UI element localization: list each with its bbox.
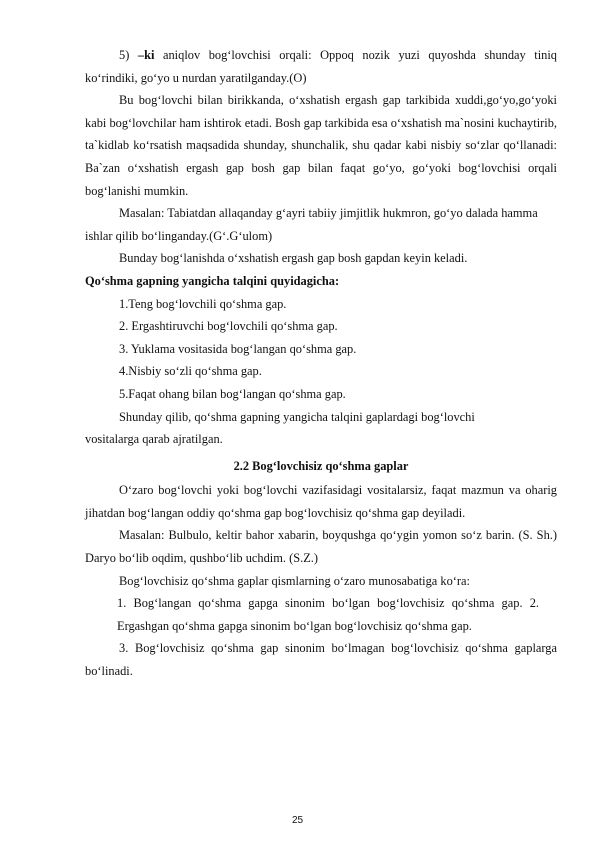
page-number: 25 [291, 815, 304, 826]
paragraph-classification: Bog‘lovchisiz qo‘shma gaplar qismlarning o‘zaro munosabatiga ko‘ra: [119, 573, 470, 588]
list-item: 2. Ergashtiruvchi bog‘lovchili qo‘shma gap. [119, 319, 338, 334]
list-item: 3. Yuklama vositasida bog‘langan qo‘shma gap. [119, 341, 357, 356]
paragraph-new-interpretation [85, 247, 557, 292]
list-item: 5.Faqat ohang bilan bog‘langan qo‘shma gap. [119, 386, 346, 401]
p4-bold-text: Qo‘shma gapning yangicha talqini quyidagicha: [85, 273, 340, 288]
types-list [85, 293, 557, 406]
paragraph-conclusion: 3. Bog‘lovchisiz qo‘shma gap sinonim bo‘lmagan bog‘lovchisiz qo‘shma gaplarga bo‘linadi. [85, 641, 557, 679]
section-heading: 2.2 Bog‘lovchisiz qo‘shma gaplar [233, 458, 409, 473]
paragraph-subtypes: 1. Bog‘langan qo‘shma gapga sinonim bo‘lgan bog‘lovchisiz qo‘shma gap. 2. Ergashgan qo‘shma gapga sinonim bo‘lgan bog‘lovchisiz qo‘shma gap. [117, 596, 539, 633]
paragraph-explanation: Bu bog‘lovchi bilan birikkanda, o‘xshatish ergash gap tarkibida xuddi,go‘yo,go‘yoki kabi bog‘lovchilar ham ishtirok etadi. Bosh gap tarkibida esa o‘xshatish ma`nosini kuchaytirib, ta`kidlab ko‘rsatish maqsadida shunday, shunchalik, shu qadar kabi nisbiy so‘zlar qo‘llanadi: Ba`zan o‘xshatish ergash gap bosh gap bilan faqat go‘yo, go‘yoki bog‘lovchisi orqali bog‘lanishi mumkin. [85, 93, 557, 198]
paragraph-definition: O‘zaro bog‘lovchi yoki bog‘lovchi vazifasidagi vositalarsiz, faqat mazmun va oharig jihatdan bog‘langan oddiy qo‘shma gap bog‘lovchisiz qo‘shma gap deyiladi. [85, 483, 557, 520]
p1-bold-term: –ki [137, 48, 155, 62]
paragraph-ki-conjunction [85, 44, 557, 89]
p1-text: aniqlov bog‘lovchisi orqali: Oppoq nozik yuzi quyoshda shunday tiniq ko‘rindiki, go‘yo u nurdan yaratilganday.(O) [85, 48, 558, 85]
p1-lead: 5) [119, 48, 138, 62]
paragraph-example: Masalan: Tabiatdan allaqanday g‘ayri tabiiy jimjitlik hukmron, go‘yo dalada hamma ishlar qilib bo‘linganday.(G‘.G‘ulom) [85, 206, 538, 243]
list-item: 4.Nisbiy so‘zli qo‘shma gap. [119, 364, 262, 379]
p4-text: Bunday bog‘lanishda o‘xshatish ergash gap bosh gapdan keyin keladi. [119, 251, 468, 266]
paragraph-examples: Masalan: Bulbulo, keltir bahor xabarin, boyqushga qo‘ygin yomon so‘z barin. (S. Sh.) Daryo bo‘lib oqdim, qushbo‘lib uchdim. (S.Z.) [85, 528, 557, 566]
list-item: 1.Teng bog‘lovchili qo‘shma gap. [119, 296, 287, 311]
paragraph-summary: Shunday qilib, qo‘shma gapning yangicha talqini gaplardagi bog‘lovchi vositalarga qarab ajratilgan. [85, 409, 475, 447]
